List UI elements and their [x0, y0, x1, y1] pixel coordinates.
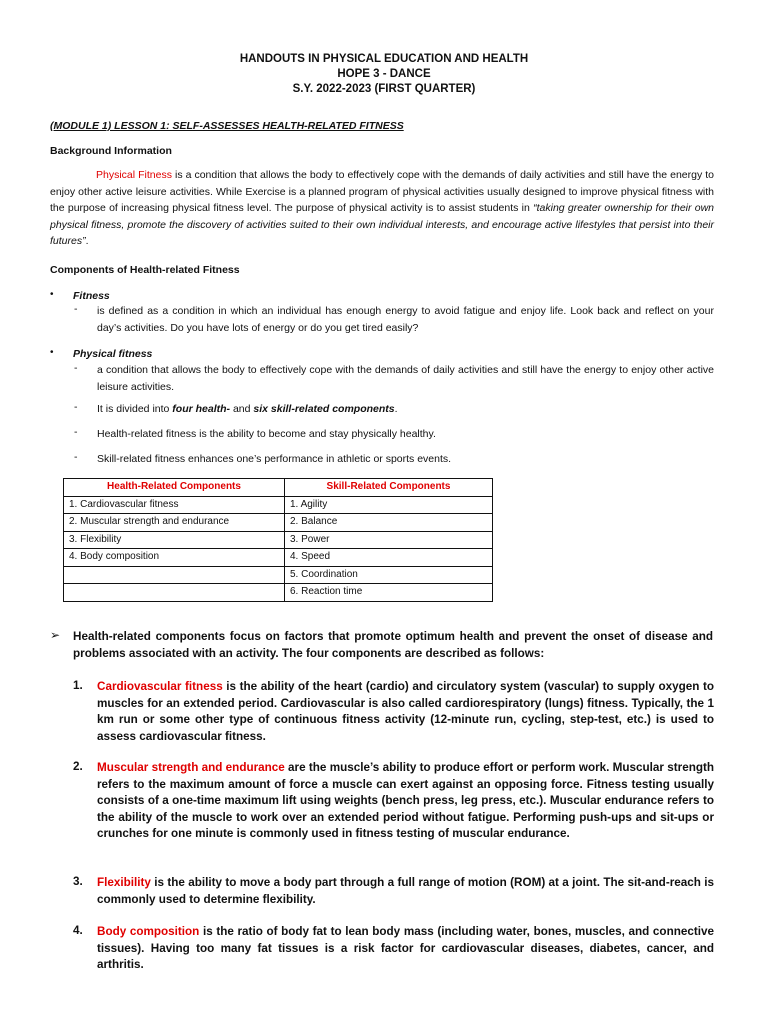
table-cell: 3. Power — [285, 531, 493, 549]
list-number: 1. — [73, 679, 83, 692]
table-cell — [64, 566, 285, 584]
table-row — [64, 496, 493, 514]
component-cardiovascular: Cardiovascular fitness is the ability of the heart (cardio) and circulatory system (vascular) to supply oxygen to muscles for an extended period. Cardiovascular is also called cardiorespiratory (lungs) fitness. Typically, the 1 km run or some other type of continuous fitness activity (12-minute run, cycling, step-test, etc.) is used to assess cardiovascular fitness. — [97, 680, 714, 743]
component-body-composition: Body composition is the ratio of body fat to lean body mass (including water, bones, muscles, and connective tissues). Having too many fat tissues is a risk factor for cardiovascular diseases, diabetes, cancer, and arthritis. — [97, 925, 714, 971]
table-cell: 1. Cardiovascular fitness — [64, 496, 285, 514]
background-paragraph: Physical Fitness is a condition that allows the body to effectively cope with the demands of daily activities and still have the energy to enjoy other active leisure activities. While Exercise is a planned program of physical activities usually designed to improve physical fitness with the purpose of increasing physical fitness level. The purpose of physical activity is to assist students in “taking greater ownership for their own physical fitness, promote the discovery of activities suited to their own individual interests, and encourage active lifestyles that persist into their futures”. — [50, 169, 715, 247]
bullet-icon: • — [50, 289, 54, 300]
table-row — [64, 584, 493, 602]
physical-fitness-point-4: Skill-related fitness enhances one’s performance in athletic or sports events. — [97, 453, 452, 465]
fitness-title: Fitness — [73, 290, 110, 302]
term-physical-fitness: Physical Fitness — [96, 169, 172, 181]
table-cell: 4. Body composition — [64, 549, 285, 567]
table-cell: 5. Coordination — [285, 566, 493, 584]
list-number: 4. — [73, 924, 83, 937]
components-table — [63, 478, 493, 602]
dash-icon: - — [74, 451, 78, 463]
header-line-2: HOPE 3 - DANCE — [337, 68, 431, 80]
table-cell: 6. Reaction time — [285, 584, 493, 602]
table-row — [64, 531, 493, 549]
table-row — [64, 549, 493, 567]
dash-icon: - — [74, 426, 78, 438]
table-cell: 1. Agility — [285, 496, 493, 514]
physical-fitness-point-3: Health-related fitness is the ability to become and stay physically healthy. — [97, 428, 436, 440]
physical-fitness-point-1: a condition that allows the body to effectively cope with the demands of daily activities and still have the energy to enjoy other active leisure activities. — [97, 364, 714, 393]
physical-fitness-point-2: It is divided into four health- and six skill-related components. — [97, 403, 398, 415]
table-cell: 3. Flexibility — [64, 531, 285, 549]
table-cell: 2. Muscular strength and endurance — [64, 514, 285, 532]
list-number: 2. — [73, 760, 83, 773]
table-header-health: Health-Related Components — [64, 479, 285, 497]
list-number: 3. — [73, 875, 83, 888]
table-row — [64, 566, 493, 584]
dash-icon: - — [74, 303, 78, 315]
fitness-point-1: is defined as a condition in which an individual has enough energy to avoid fatigue and enjoy life. Look back and reflect on your day’s activities. Do you have lots of energy or do you get tired easily? — [97, 305, 714, 334]
background-heading: Background Information — [50, 145, 172, 157]
lesson-title: (MODULE 1) LESSON 1: SELF-ASSESSES HEALTH-RELATED FITNESS — [50, 120, 404, 132]
bullet-icon: • — [50, 347, 54, 358]
quote: “taking greater ownership for their own physical fitness, promote the discovery of activities suited to their own individual interests, and encourage active lifestyles that persist into their futures” — [50, 202, 715, 247]
table-cell: 2. Balance — [285, 514, 493, 532]
table-cell: 4. Speed — [285, 549, 493, 567]
intro-paragraph: Health-related components focus on factors that promote optimum health and prevent the onset of disease and problems associated with an activity. The four components are described as follows: — [73, 630, 713, 660]
arrow-bullet-icon: ➢ — [50, 628, 61, 642]
table-header-row — [64, 479, 493, 497]
component-muscular: Muscular strength and endurance are the muscle’s ability to produce effort or perform work. Muscular strength refers to the maximum amount of force a muscle can exert against an opposing force. Fitness testing usually consists of a one-time maximum lift using weights (bench press, leg press, etc.). Muscular endurance refers to the ability of the muscle to work over an extended period without fatigue. Performing push-ups and sit-ups or crunches for one minute is commonly used in fitness testing of muscular endurance. — [97, 761, 714, 840]
components-heading: Components of Health-related Fitness — [50, 264, 240, 276]
table-cell — [64, 584, 285, 602]
component-flexibility: Flexibility is the ability to move a body part through a full range of motion (ROM) at a joint. The sit-and-reach is commonly used to determine flexibility. — [97, 876, 714, 906]
header-line-3: S.Y. 2022-2023 (FIRST QUARTER) — [292, 83, 476, 95]
header-line-1: HANDOUTS IN PHYSICAL EDUCATION AND HEALTH — [239, 53, 529, 65]
table-row — [64, 514, 493, 532]
physical-fitness-title: Physical fitness — [73, 348, 153, 360]
dash-icon: - — [74, 362, 78, 374]
dash-icon: - — [74, 401, 78, 413]
table-header-skill: Skill-Related Components — [285, 479, 493, 497]
